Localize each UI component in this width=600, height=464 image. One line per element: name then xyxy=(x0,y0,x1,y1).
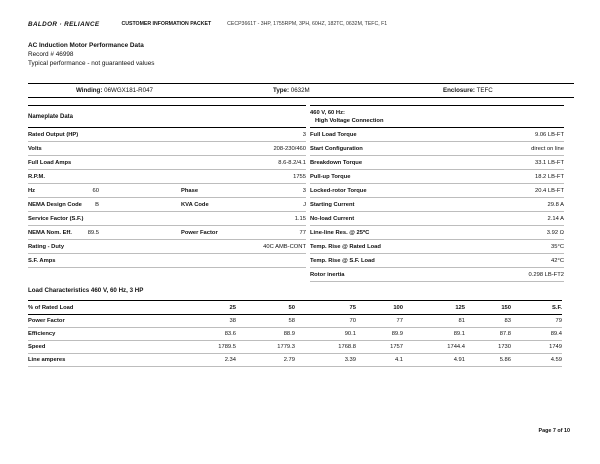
table-row xyxy=(28,341,562,354)
row-mid-value: B xyxy=(95,201,99,208)
cell: 58 xyxy=(288,318,295,324)
row-label: Service Factor (S.F.) xyxy=(28,215,84,222)
row-value: 33.1 LB-FT xyxy=(535,159,564,166)
row-label: NEMA Nom. Eff. xyxy=(28,229,72,236)
intro-block xyxy=(28,41,154,68)
table-row xyxy=(28,240,306,254)
row-label: Speed xyxy=(28,344,46,350)
table-row xyxy=(28,142,306,156)
column-header: % of Rated Load xyxy=(28,304,74,311)
row-label: Hz xyxy=(28,187,36,194)
cell: 77 xyxy=(396,318,403,324)
row-label: Rated Output (HP) xyxy=(28,131,79,138)
page-number: Page 7 of 10 xyxy=(538,428,570,434)
cell: 5.86 xyxy=(499,357,511,363)
hv-title-line1: 460 V, 60 Hz: xyxy=(310,109,345,116)
summary-bar xyxy=(28,83,574,98)
row-label: Volts xyxy=(28,145,42,152)
cell: 1749 xyxy=(549,344,562,350)
cell: 89.4 xyxy=(550,331,562,337)
winding-value: 06WGX181-R047 xyxy=(104,87,153,94)
high-voltage-header xyxy=(310,105,564,128)
column-header: 75 xyxy=(349,304,356,311)
table-row xyxy=(310,156,564,170)
row-value: 3.92 Ω xyxy=(546,229,564,236)
model-description: CECP3661T - 3HP, 1755RPM, 3PH, 60HZ, 182TC, 0632M, TEFC, F1 xyxy=(227,21,388,27)
table-row xyxy=(310,240,564,254)
row-label: NEMA Design Code xyxy=(28,201,82,208)
row-label: Efficiency xyxy=(28,331,56,337)
column-header: S.F. xyxy=(552,304,562,311)
row-label: Full Load Torque xyxy=(310,131,357,138)
cell: 4.1 xyxy=(394,357,403,363)
row-value: 3 xyxy=(302,131,306,138)
record-number: Record # 46998 xyxy=(28,51,74,58)
row-label: Temp. Rise @ Rated Load xyxy=(310,243,381,250)
row-mid-label: KVA Code xyxy=(181,201,209,208)
row-value: 29.8 A xyxy=(547,201,564,208)
table-row xyxy=(310,226,564,240)
row-label: Line-line Res. @ 25ºC xyxy=(310,229,370,236)
load-characteristics-title: Load Characteristics 460 V, 60 Hz, 3 HP xyxy=(28,287,144,294)
row-label: S.F. Amps xyxy=(28,257,56,264)
table-row xyxy=(28,184,306,198)
cell: 3.39 xyxy=(344,357,356,363)
row-mid-label: Power Factor xyxy=(181,229,218,236)
cell: 89.1 xyxy=(453,331,465,337)
column-header: 150 xyxy=(501,304,511,311)
row-value: 208-230/460 xyxy=(273,145,306,152)
table-row xyxy=(310,142,564,156)
row-value: J xyxy=(303,201,306,208)
type-value: 0632M xyxy=(290,87,310,94)
table-row xyxy=(310,268,564,282)
cell: 1744.4 xyxy=(447,344,465,350)
table-row xyxy=(28,328,562,341)
high-voltage-table xyxy=(310,105,564,282)
type-label: Type: xyxy=(273,87,290,94)
nameplate-header: Nameplate Data xyxy=(28,105,306,128)
row-value: 1755 xyxy=(293,173,306,180)
table-row xyxy=(310,128,564,142)
cell: 89.9 xyxy=(391,331,403,337)
row-value: direct on line xyxy=(531,145,564,152)
cell: 38 xyxy=(229,318,236,324)
column-header: 100 xyxy=(393,304,403,311)
cell: 2.79 xyxy=(283,357,295,363)
row-value: 20.4 LB-FT xyxy=(535,187,564,194)
cell: 90.1 xyxy=(344,331,356,337)
cell: 4.91 xyxy=(453,357,465,363)
cell: 88.9 xyxy=(283,331,295,337)
table-row xyxy=(28,354,562,367)
row-value: 0.298 LB-FT2 xyxy=(528,271,564,278)
row-label: Breakdown Torque xyxy=(310,159,363,166)
row-value: 18.2 LB-FT xyxy=(535,173,564,180)
load-characteristics-table xyxy=(28,300,562,367)
table-row xyxy=(310,212,564,226)
cell: 83.6 xyxy=(224,331,236,337)
row-label: Start Configuration xyxy=(310,145,363,152)
brand-logo: BALDOR · RELIANCE xyxy=(28,20,100,28)
column-header: 50 xyxy=(288,304,295,311)
packet-title: CUSTOMER INFORMATION PACKET xyxy=(121,21,212,27)
row-value: 9.06 LB-FT xyxy=(535,131,564,138)
row-label: Temp. Rise @ S.F. Load xyxy=(310,257,375,264)
row-label: Pull-up Torque xyxy=(310,173,351,180)
cell: 83 xyxy=(504,318,511,324)
cell: 70 xyxy=(349,318,356,324)
row-label: Full Load Amps xyxy=(28,159,72,166)
cell: 1779.3 xyxy=(277,344,295,350)
table-row xyxy=(28,254,306,268)
row-mid-value: 89.5 xyxy=(87,229,99,236)
row-value: 8.6-8.2/4.1 xyxy=(278,159,306,166)
disclaimer: Typical performance - not guaranteed values xyxy=(28,60,155,67)
table-row xyxy=(310,198,564,212)
table-row xyxy=(28,315,562,328)
table-row xyxy=(310,184,564,198)
enclosure-value: TEFC xyxy=(476,87,493,94)
row-label: R.P.M. xyxy=(28,173,45,180)
row-label: Rotor inertia xyxy=(310,271,345,278)
winding-label: Winding: xyxy=(76,87,103,94)
row-value: 2.14 A xyxy=(547,215,564,222)
row-mid-value: 60 xyxy=(92,187,99,194)
table-row xyxy=(28,170,306,184)
hv-title-line2: High Voltage Connection xyxy=(315,117,384,124)
cell: 81 xyxy=(458,318,465,324)
enclosure-label: Enclosure: xyxy=(443,87,475,94)
table-row xyxy=(310,254,564,268)
cell: 1730 xyxy=(498,344,511,350)
row-value: 35°C xyxy=(551,243,564,250)
cell: 1768.8 xyxy=(338,344,356,350)
row-label: No-load Current xyxy=(310,215,355,222)
cell: 4.59 xyxy=(550,357,562,363)
table-row xyxy=(28,128,306,142)
row-mid-label: Phase xyxy=(181,187,199,194)
row-value: 3 xyxy=(302,187,306,194)
table-row xyxy=(310,170,564,184)
table-row xyxy=(28,156,306,170)
row-value: 1.15 xyxy=(294,215,306,222)
cell: 1757 xyxy=(390,344,403,350)
cell: 87.8 xyxy=(499,331,511,337)
column-header: 125 xyxy=(455,304,465,311)
cell: 1789.5 xyxy=(218,344,236,350)
row-label: Line amperes xyxy=(28,357,66,363)
cell: 2.34 xyxy=(224,357,236,363)
table-row xyxy=(28,198,306,212)
column-header: 25 xyxy=(229,304,236,311)
table-row xyxy=(28,212,306,226)
table-row xyxy=(28,226,306,240)
row-label: Rating - Duty xyxy=(28,243,65,250)
row-label: Starting Current xyxy=(310,201,355,208)
row-value: 40C AMB-CONT xyxy=(263,243,306,250)
row-value: 42°C xyxy=(551,257,564,264)
table-header-row xyxy=(28,300,562,315)
document-title: AC Induction Motor Performance Data xyxy=(28,42,144,49)
row-label: Power Factor xyxy=(28,318,65,324)
cell: 79 xyxy=(555,318,562,324)
row-value: 77 xyxy=(299,229,306,236)
page-header xyxy=(28,18,576,30)
row-label: Locked-rotor Torque xyxy=(310,187,367,194)
nameplate-table xyxy=(28,105,306,268)
